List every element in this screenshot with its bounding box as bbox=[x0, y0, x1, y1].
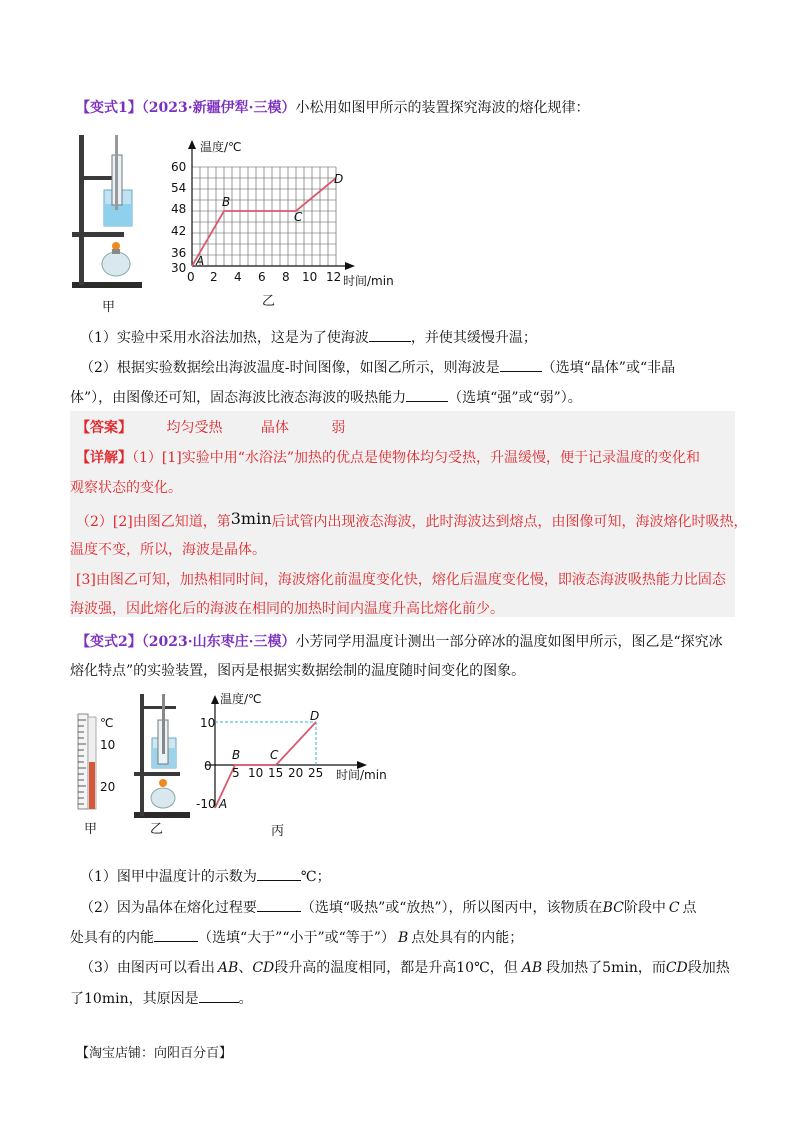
v2-q2-bc: BC bbox=[602, 900, 624, 916]
v1-point-D: D bbox=[334, 172, 344, 186]
answer-1: 均匀受热 bbox=[166, 420, 223, 436]
v2-q1-text: （1）图甲中温度计的示数为 bbox=[80, 869, 257, 885]
v1-q2-blank-2[interactable] bbox=[406, 387, 448, 402]
v2-q1-text-end: ℃； bbox=[300, 869, 331, 885]
detail-tag: 【详解】 bbox=[76, 450, 132, 466]
v1-header bbox=[76, 98, 589, 118]
v1-ytick-42: 42 bbox=[171, 224, 187, 238]
detail-line-4: 温度不变，所以，海波是晶体。 bbox=[70, 542, 266, 558]
v2-q3-cont-end: 。 bbox=[238, 991, 253, 1007]
v1-xtick-10: 10 bbox=[302, 270, 318, 284]
v2-header bbox=[76, 632, 723, 652]
v2-xtick-5: 5 bbox=[232, 766, 240, 780]
v1-xlabel: 时间/min bbox=[343, 274, 394, 288]
answer-3: 弱 bbox=[331, 420, 346, 436]
v1-xtick-4: 4 bbox=[234, 270, 242, 284]
v2-q3-text-end: 段加热 bbox=[687, 960, 730, 976]
v2-q2-text: （2）因为晶体在熔化过程要 bbox=[80, 900, 257, 916]
v2-question-2-cont bbox=[70, 927, 523, 948]
v2-q2-blank-2[interactable] bbox=[154, 927, 198, 942]
v2-ylabel: 温度/℃ bbox=[220, 692, 262, 706]
v2-stem-1: 小芳同学用温度计测出一部分碎冰的温度如图甲所示，图乙是“探究冰 bbox=[295, 634, 723, 650]
v1-ytick-60: 60 bbox=[171, 160, 187, 174]
v2-q2-text-end: 点 bbox=[682, 900, 697, 916]
v1-xtick-8: 8 bbox=[282, 270, 290, 284]
v2-ytick-10: 10 bbox=[200, 716, 216, 730]
v2-q3-text-2: 段升高的温度相同，都是升高10℃，但 bbox=[274, 960, 518, 976]
v2-q2-cont-text: 处具有的内能 bbox=[70, 930, 154, 946]
v1-graph-grid bbox=[192, 167, 336, 266]
v1-q2-cont-end: （选填“强”或“弱”）。 bbox=[448, 390, 582, 406]
v2-source: （2023·山东枣庄·三模） bbox=[141, 634, 296, 650]
v2-tag: 【变式2】 bbox=[76, 634, 142, 650]
v1-stem: 小松用如图甲所示的装置探究海波的熔化规律： bbox=[295, 100, 590, 116]
v1-q2-text-end: （选填“晶体”或“非晶 bbox=[541, 360, 676, 376]
v1-ytick-36: 36 bbox=[171, 246, 187, 260]
v2-label-yi: 乙 bbox=[150, 822, 164, 837]
footer-shop: 【淘宝店铺：向阳百分百】 bbox=[76, 1046, 233, 1061]
v2-q3-ab: AB bbox=[217, 960, 239, 976]
v1-xtick-2: 2 bbox=[210, 270, 218, 284]
v2-label-jia: 甲 bbox=[84, 822, 98, 837]
v2-point-A: A bbox=[219, 797, 228, 811]
v2-question-2 bbox=[80, 897, 697, 918]
v1-q2-text: （2）根据实验数据绘出海波温度-时间图像，如图乙所示，则海波是 bbox=[80, 360, 500, 376]
v2-y-axis-arrow bbox=[211, 695, 219, 704]
v1-source: （2023·新疆伊犁·三模） bbox=[141, 100, 296, 116]
v1-xtick-6: 6 bbox=[258, 270, 266, 284]
v2-q2-b: B bbox=[397, 930, 409, 946]
answer-2: 晶体 bbox=[260, 420, 289, 436]
v1-q1-text-end: ，并使其缓慢升温； bbox=[410, 330, 537, 346]
v1-q2-cont-text: 体”），由图像还可知，固态海波比液态海波的吸热能力 bbox=[70, 390, 407, 406]
v2-ytick-0: 0 bbox=[204, 759, 212, 773]
v2-q3-text-3: 段加热了5min，而 bbox=[546, 960, 666, 976]
v2-q1-blank[interactable] bbox=[257, 866, 301, 881]
detail-3-time: 3min bbox=[230, 509, 272, 528]
v1-ytick-30: 30 bbox=[171, 261, 187, 275]
v2-thermo-unit: ℃ bbox=[100, 716, 114, 730]
v2-point-D: D bbox=[310, 709, 320, 723]
v2-q3-cd2: CD bbox=[665, 960, 688, 976]
v1-ytick-48: 48 bbox=[171, 202, 187, 216]
v2-q2-cont-end: 点处具有的内能； bbox=[411, 930, 524, 946]
detail-line-5: [3]由图乙可知，加热相同时间，海波熔化前温度变化快，熔化后温度变化慢，即液态海波吸热能力比固态 bbox=[76, 572, 726, 588]
v2-q3-blank[interactable] bbox=[199, 988, 239, 1003]
v1-q2-blank[interactable] bbox=[500, 357, 542, 372]
v1-tag: 【变式1】 bbox=[76, 100, 142, 116]
v1-q1-text: （1）实验中采用水浴法加热，这是为了使海波 bbox=[80, 330, 369, 346]
detail-1-text: （1）[1]实验中用“水浴法”加热的优点是使物体均匀受热，升温缓慢，便于记录温度的变化和 bbox=[132, 450, 701, 466]
v2-q3-ab2: AB bbox=[521, 960, 543, 976]
v1-x-axis-arrow bbox=[345, 262, 355, 270]
v2-q3-text: （3）由图丙可以看出 bbox=[80, 960, 215, 976]
v1-ytick-54: 54 bbox=[171, 181, 187, 195]
v1-label-yi: 乙 bbox=[262, 294, 276, 309]
v2-xtick-25: 25 bbox=[308, 766, 324, 780]
v2-question-3 bbox=[80, 958, 730, 978]
detail-line-6: 海波强，因此熔化后的海波在相同的加热时间内温度升高比熔化前少。 bbox=[70, 601, 504, 617]
v2-stem-line-2: 熔化特点”的实验装置，图丙是根据实数据绘制的温度随时间变化的图象。 bbox=[70, 663, 526, 679]
v1-q1-blank[interactable] bbox=[369, 327, 411, 342]
v2-question-1 bbox=[80, 866, 331, 887]
v2-point-B: B bbox=[232, 748, 241, 762]
v1-label-jia: 甲 bbox=[102, 300, 116, 315]
v2-thermo-10: 10 bbox=[100, 738, 116, 752]
v1-xtick-12: 12 bbox=[326, 270, 342, 284]
v2-thermo-20: 20 bbox=[100, 780, 116, 794]
v2-point-C: C bbox=[270, 748, 279, 762]
v1-question-2-cont bbox=[70, 387, 582, 408]
v2-q2-text-mid: （选填“吸热”或“放热”），所以图丙中，该物质在 bbox=[300, 900, 603, 916]
v1-apparatus-figure bbox=[66, 130, 151, 290]
v1-y-axis-arrow bbox=[188, 140, 196, 149]
v2-q2-blank[interactable] bbox=[257, 897, 301, 912]
v1-point-C: C bbox=[294, 210, 303, 224]
v2-q2-cont-mid: （选填“大于”“小于”或“等于”） bbox=[198, 930, 395, 946]
v1-question-2 bbox=[80, 357, 675, 378]
v1-xtick-0: 0 bbox=[187, 270, 195, 284]
v2-label-bing: 丙 bbox=[271, 824, 285, 839]
v2-xtick-20: 20 bbox=[288, 766, 304, 780]
v2-q2-text-2: 阶段中 bbox=[623, 900, 666, 916]
v2-xlabel: 时间/min bbox=[336, 768, 387, 782]
answer-row bbox=[76, 418, 345, 438]
v2-ytick-neg10: -10 bbox=[196, 797, 216, 811]
v2-q3-cont-text: 了10min，其原因是 bbox=[70, 991, 199, 1007]
v2-q2-c: C bbox=[668, 900, 680, 916]
v2-q3-cd: CD bbox=[252, 960, 275, 976]
v2-xtick-10: 10 bbox=[248, 766, 264, 780]
detail-line-2: 观察状态的变化。 bbox=[70, 480, 182, 496]
answer-tag: 【答案】 bbox=[76, 420, 132, 436]
v2-xtick-15: 15 bbox=[268, 766, 284, 780]
v2-q3-sep: 、 bbox=[238, 960, 253, 976]
detail-3-text-end: 后试管内出现液态海波，此时海波达到熔点，由图像可知，海波熔化时吸热， bbox=[271, 514, 748, 530]
v1-point-B: B bbox=[222, 195, 231, 209]
detail-line-3 bbox=[76, 509, 748, 532]
v1-ylabel: 温度/℃ bbox=[200, 140, 242, 154]
detail-3-text: （2）[2]由图乙知道，第 bbox=[76, 514, 231, 530]
detail-line-1 bbox=[76, 448, 700, 468]
v1-point-A: A bbox=[196, 254, 205, 268]
v2-question-3-cont bbox=[70, 988, 253, 1009]
v1-question-1 bbox=[80, 327, 537, 348]
v2-apparatus-figure bbox=[130, 690, 200, 820]
